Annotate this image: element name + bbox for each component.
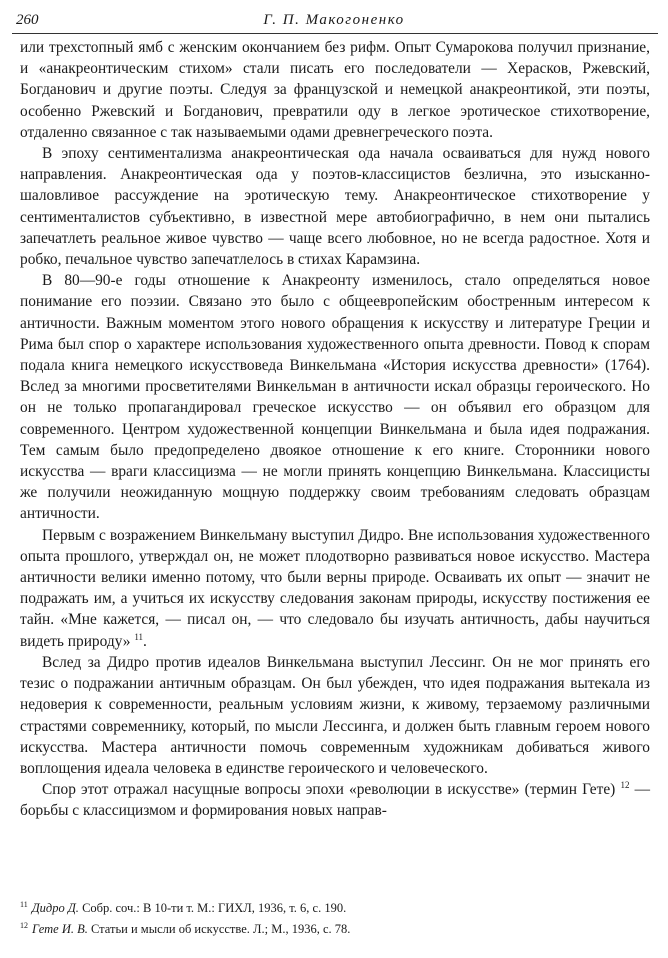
- running-head: Г. П. Макогоненко: [263, 12, 405, 28]
- body-text: [20, 37, 650, 822]
- paragraph-lessing: Вслед за Дидро против идеалов Винкельмана выступил Лессинг. Он не мог принять его тезис о подражании античным образцам. Он был убежден, что идея подражания вытекала из недоверия к современности, реальным условиям жизни, к живому, терзаемому различными страстями современнику, который, по мысли Лессинга, и должен быть главным героем нового искусства. Мастера античности помочь современным художникам добиваться живого воплощения идеала человека в единстве героического и человеческого.: [20, 653, 650, 777]
- paragraph-diderot-text: Первым с возражением Винкельману выступил Дидро. Вне использования художественного опыта прошлого, утверждал он, не может плодотворно развиваться новое искусство. Мастера античности велики именно потому, что были верны природе. Осваивать их опыт — значит не подражать им, а учиться их искусству следования законам природы, искусству постижения ее тайн. «Мне кажется, — писал он, — что следовало бы изучать античность, дабы научиться видеть природу»: [20, 526, 650, 650]
- footnote-source: Собр. соч.: В 10-ти т. М.: ГИХЛ, 1936, т. 6, с. 190.: [82, 901, 347, 916]
- paragraph-goethe-after: — борьбы с классицизмом и формирования новых направ-: [20, 781, 650, 820]
- footnotes: [20, 896, 650, 938]
- paragraph-goethe-before: Спор этот отражал насущные вопросы эпохи «революции в искусстве» (термин Гете): [42, 781, 616, 799]
- paragraph-continuation: или трехстопный ямб с женским окончанием без рифм. Опыт Сумарокова получил признание, и «анакреонтическим стихом» стали писать его последователи — Херасков, Ржевский, Богданович и другие поэты. Следуя за французской и немецкой анакреонтикой, эти поэты, особенно Ржевский и Богданович, превратили оду в легкое эротическое стихотворение, отдаленно связанное с так называемыми одами древнегреческого поэта.: [20, 39, 650, 141]
- footnote-author: Гете И. В.: [32, 922, 88, 937]
- footnote-12: [20, 917, 650, 938]
- page-header: [0, 0, 668, 34]
- paragraph-sentimentalism: В эпоху сентиментализма анакреонтическая ода начала осваиваться для нужд нового направления. Анакреонтическая ода у поэтов-классицистов безлична, это изысканно-шаловливое рассуждение на эротическую тему. Анакреонтическое стихотворение у сентименталистов субъективно, в известной мере автобиографично, в нем они пытались запечатлеть реальное живое чувство — чаще всего любовное, но не всегда радостное. Хотя и робко, печальное чувство запечатлелось в стихах Карамзина.: [20, 145, 650, 269]
- footnote-11: [20, 896, 650, 917]
- paragraph-diderot: Первым с возражением Винкельману выступил Дидро. Вне использования художественного опыта прошлого, утверждал он, не может плодотворно развиваться новое искусство. Мастера античности велики именно потому, что были верны природе. Осваивать их опыт — значит не подражать им, а учиться их искусству следования законам природы, искусству постижения ее тайн. «Мне кажется, — писал он, — что следовало бы изучать античность, дабы научиться видеть природу» $^{11}$.: [20, 526, 650, 650]
- footnote-ref-11[interactable]: 11: [134, 631, 144, 642]
- paragraph-winckelmann: В 80—90-е годы отношение к Анакреонту изменилось, стало определяться новое понимание его поэзии. Связано это было с общеевропейским обостренным интересом к античности. Важным моментом этого нового обращения к искусству и литературе Греции и Рима был спор о характере использования художественного опыта древности. Повод к спорам подала книга немецкого искусствоведа Винкельмана «История искусства древности» (1764). Вслед за многими просветителями Винкельман в античности искал образцы героического. Но он не только пропагандировал греческое искусство — он объявил его образцом для современного. Центром художественной концепции Винкельмана и была идея подражания. Тем самым было предопределено двоякое отношение к его книге. Сторонники нового искусства — враги классицизма — не могли принять концепцию Винкельмана. Классицисты же получили неожиданную мощную поддержку своим требованиям следовать образцам античности.: [20, 272, 650, 523]
- header-rule: [12, 33, 658, 34]
- paragraph-goethe: [20, 779, 650, 821]
- page-number: 260: [16, 12, 39, 28]
- footnote-number: 11: [20, 900, 28, 909]
- footnote-ref-12[interactable]: 12: [620, 779, 630, 790]
- footnote-number: 12: [20, 921, 28, 931]
- footnote-source: Статьи и мысли об искусстве. Л.; М., 1936, с. 78.: [90, 922, 351, 937]
- footnote-author: Дидро Д.: [31, 901, 79, 916]
